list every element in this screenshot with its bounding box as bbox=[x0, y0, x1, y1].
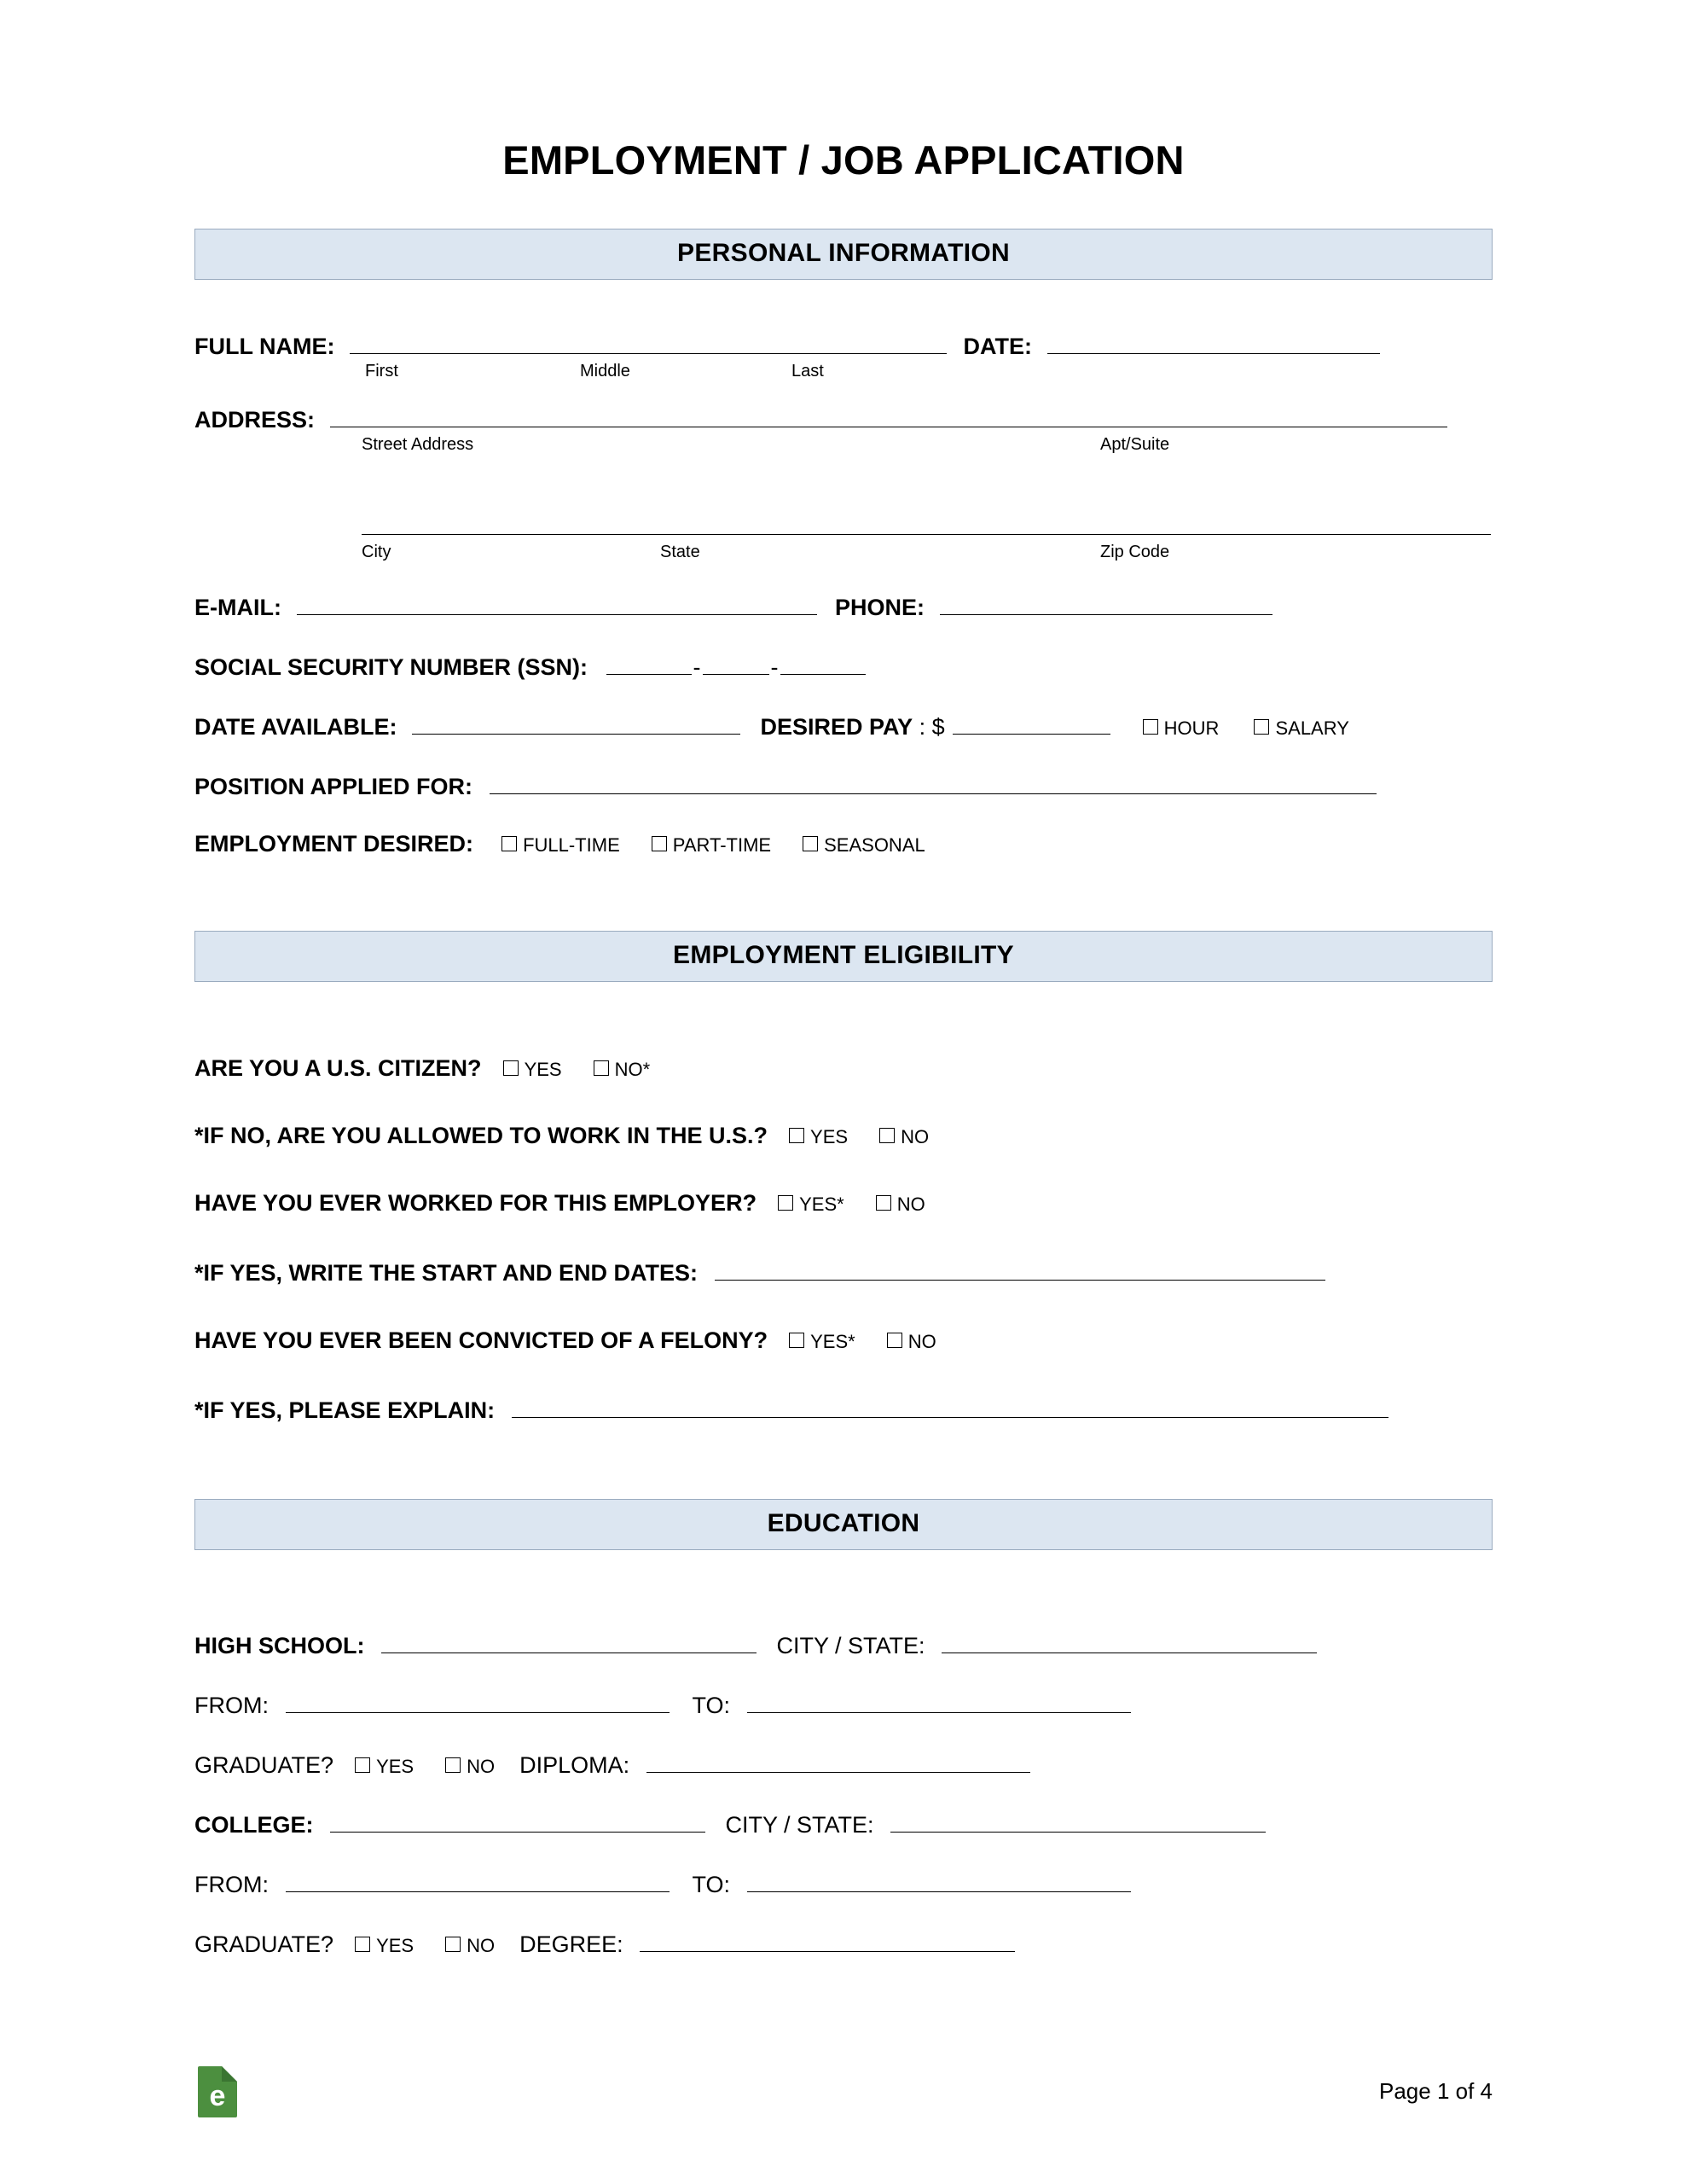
high-school-from-input[interactable] bbox=[286, 1690, 670, 1713]
citizen-question-row bbox=[194, 1055, 1493, 1082]
full-name-row bbox=[194, 331, 1493, 360]
ssn-input-1[interactable] bbox=[606, 652, 692, 675]
section-header-employment-eligibility: EMPLOYMENT ELIGIBILITY bbox=[194, 931, 1493, 982]
email-label: E-MAIL: bbox=[194, 595, 281, 620]
college-to-label: TO: bbox=[692, 1872, 731, 1897]
college-row bbox=[194, 1809, 1493, 1838]
hour-label: HOUR bbox=[1163, 717, 1220, 739]
date-input[interactable] bbox=[1047, 331, 1380, 354]
felony-question-row bbox=[194, 1327, 1493, 1354]
high-school-graduate-yes-checkbox[interactable] bbox=[355, 1757, 370, 1773]
salary-label: SALARY bbox=[1275, 717, 1349, 739]
high-school-to-input[interactable] bbox=[747, 1690, 1131, 1713]
college-city-state-input[interactable] bbox=[890, 1809, 1266, 1833]
employment-eligibility-block bbox=[194, 1055, 1493, 1424]
high-school-graduate-yes-label: YES bbox=[376, 1756, 415, 1777]
felony-question-label: HAVE YOU EVER BEEN CONVICTED OF A FELONY? bbox=[194, 1327, 768, 1353]
employment-desired-row bbox=[194, 831, 1493, 857]
high-school-row bbox=[194, 1630, 1493, 1659]
date-available-input[interactable] bbox=[412, 712, 740, 735]
ssn-row: SOCIAL SECURITY NUMBER (SSN): - - bbox=[194, 652, 1493, 681]
page-number: Page 1 of 4 bbox=[1379, 2077, 1493, 2104]
high-school-graduate-no-label: NO bbox=[467, 1756, 496, 1777]
street-address-input[interactable] bbox=[330, 404, 1447, 427]
high-school-city-state-input[interactable] bbox=[942, 1630, 1317, 1653]
high-school-from-label: FROM: bbox=[194, 1693, 269, 1718]
citizen-no-label: NO* bbox=[614, 1059, 651, 1080]
high-school-graduate-label: GRADUATE? bbox=[194, 1752, 334, 1778]
employment-dates-input[interactable] bbox=[715, 1258, 1325, 1281]
caption-last: Last bbox=[791, 362, 824, 380]
position-applied-label: POSITION APPLIED FOR: bbox=[194, 774, 473, 799]
work-authorization-question-row bbox=[194, 1123, 1493, 1149]
caption-first: First bbox=[365, 362, 398, 380]
full-name-input[interactable] bbox=[350, 331, 947, 354]
address-label: ADDRESS: bbox=[194, 407, 316, 433]
full-name-label: FULL NAME: bbox=[194, 334, 335, 359]
college-label: COLLEGE: bbox=[194, 1812, 314, 1838]
college-graduate-no-label: NO bbox=[467, 1935, 496, 1956]
section-header-education: EDUCATION bbox=[194, 1499, 1493, 1550]
salary-checkbox[interactable] bbox=[1254, 719, 1269, 735]
date-available-label: DATE AVAILABLE: bbox=[194, 714, 397, 740]
work-authorization-yes-checkbox[interactable] bbox=[789, 1128, 804, 1143]
full-time-checkbox[interactable] bbox=[501, 836, 517, 851]
felony-no-checkbox[interactable] bbox=[887, 1333, 902, 1348]
part-time-label: PART-TIME bbox=[672, 834, 772, 856]
caption-street-address: Street Address bbox=[362, 435, 474, 454]
high-school-input[interactable] bbox=[381, 1630, 757, 1653]
city-state-zip-captions bbox=[194, 543, 1493, 568]
college-city-state-label: CITY / STATE: bbox=[725, 1812, 874, 1838]
college-from-input[interactable] bbox=[286, 1869, 670, 1892]
seasonal-label: SEASONAL bbox=[824, 834, 925, 856]
desired-pay-label: DESIRED PAY bbox=[760, 714, 913, 740]
college-graduate-yes-label: YES bbox=[376, 1935, 415, 1956]
college-graduate-row bbox=[194, 1929, 1493, 1958]
name-captions bbox=[194, 362, 1493, 387]
previous-employment-question-label: HAVE YOU EVER WORKED FOR THIS EMPLOYER? bbox=[194, 1190, 757, 1216]
date-label: DATE: bbox=[963, 334, 1033, 359]
citizen-yes-label: YES bbox=[524, 1059, 562, 1080]
employment-desired-label: EMPLOYMENT DESIRED: bbox=[194, 831, 474, 857]
previous-employment-question-row bbox=[194, 1190, 1493, 1217]
previous-employment-yes-checkbox[interactable] bbox=[778, 1195, 793, 1211]
phone-label: PHONE: bbox=[835, 595, 925, 620]
work-authorization-question-label: *IF NO, ARE YOU ALLOWED TO WORK IN THE U.S.? bbox=[194, 1123, 768, 1148]
desired-pay-currency: : $ bbox=[919, 714, 945, 740]
caption-middle: Middle bbox=[580, 362, 630, 380]
employment-dates-label: *IF YES, WRITE THE START AND END DATES: bbox=[194, 1260, 699, 1286]
caption-state: State bbox=[660, 543, 700, 561]
ssn-input-2[interactable] bbox=[703, 652, 769, 675]
page-footer bbox=[194, 2065, 1493, 2117]
previous-employment-no-label: NO bbox=[896, 1194, 925, 1215]
section-header-personal-information: PERSONAL INFORMATION bbox=[194, 229, 1493, 280]
high-school-label: HIGH SCHOOL: bbox=[194, 1633, 365, 1658]
email-input[interactable] bbox=[297, 592, 817, 615]
position-applied-row bbox=[194, 771, 1493, 800]
diploma-input[interactable] bbox=[646, 1750, 1030, 1773]
degree-input[interactable] bbox=[640, 1929, 1015, 1952]
ssn-label: SOCIAL SECURITY NUMBER (SSN): bbox=[194, 654, 588, 680]
felony-explain-label: *IF YES, PLEASE EXPLAIN: bbox=[194, 1397, 496, 1423]
felony-no-label: NO bbox=[907, 1331, 936, 1352]
ssn-input-3[interactable] bbox=[780, 652, 866, 675]
caption-zip-code: Zip Code bbox=[1100, 543, 1170, 561]
eforms-logo-icon bbox=[194, 2065, 241, 2117]
full-time-label: FULL-TIME bbox=[523, 834, 620, 856]
phone-input[interactable] bbox=[940, 592, 1272, 615]
previous-employment-yes-label: YES* bbox=[799, 1194, 844, 1215]
date-available-pay-row bbox=[194, 712, 1493, 741]
work-authorization-yes-label: YES bbox=[810, 1126, 849, 1147]
work-authorization-no-checkbox[interactable] bbox=[879, 1128, 895, 1143]
college-input[interactable] bbox=[330, 1809, 705, 1833]
desired-pay-input[interactable] bbox=[953, 712, 1110, 735]
degree-label: DEGREE: bbox=[519, 1931, 623, 1957]
page-title: EMPLOYMENT / JOB APPLICATION bbox=[502, 137, 1185, 183]
svg-text:e: e bbox=[209, 2080, 226, 2112]
employment-dates-row bbox=[194, 1258, 1493, 1287]
felony-yes-label: YES* bbox=[810, 1331, 855, 1352]
personal-information-block bbox=[194, 331, 1493, 857]
diploma-label: DIPLOMA: bbox=[519, 1752, 630, 1778]
city-state-zip-input[interactable] bbox=[362, 512, 1491, 535]
previous-employment-no-checkbox[interactable] bbox=[876, 1195, 891, 1211]
felony-yes-checkbox[interactable] bbox=[789, 1333, 804, 1348]
college-graduate-no-checkbox[interactable] bbox=[445, 1937, 461, 1952]
caption-city: City bbox=[362, 543, 391, 561]
citizen-question-label: ARE YOU A U.S. CITIZEN? bbox=[194, 1055, 482, 1081]
high-school-to-label: TO: bbox=[692, 1693, 731, 1718]
college-graduate-label: GRADUATE? bbox=[194, 1931, 334, 1957]
address-row bbox=[194, 404, 1493, 433]
high-school-graduate-row bbox=[194, 1750, 1493, 1779]
email-phone-row bbox=[194, 592, 1493, 621]
position-applied-input[interactable] bbox=[490, 771, 1377, 794]
high-school-city-state-label: CITY / STATE: bbox=[776, 1633, 925, 1658]
high-school-graduate-no-checkbox[interactable] bbox=[445, 1757, 461, 1773]
college-graduate-yes-checkbox[interactable] bbox=[355, 1937, 370, 1952]
address-captions bbox=[194, 435, 1493, 461]
college-from-label: FROM: bbox=[194, 1872, 269, 1897]
citizen-yes-checkbox[interactable] bbox=[503, 1060, 519, 1076]
high-school-dates-row bbox=[194, 1690, 1493, 1719]
seasonal-checkbox[interactable] bbox=[803, 836, 818, 851]
education-block bbox=[194, 1630, 1493, 1958]
part-time-checkbox[interactable] bbox=[652, 836, 667, 851]
college-dates-row bbox=[194, 1869, 1493, 1898]
city-state-zip-row bbox=[194, 512, 1493, 541]
citizen-no-checkbox[interactable] bbox=[594, 1060, 609, 1076]
hour-checkbox[interactable] bbox=[1143, 719, 1158, 735]
caption-apt-suite: Apt/Suite bbox=[1100, 435, 1170, 454]
felony-explain-row bbox=[194, 1395, 1493, 1424]
work-authorization-no-label: NO bbox=[901, 1126, 930, 1147]
college-to-input[interactable] bbox=[747, 1869, 1131, 1892]
felony-explain-input[interactable] bbox=[512, 1395, 1388, 1418]
